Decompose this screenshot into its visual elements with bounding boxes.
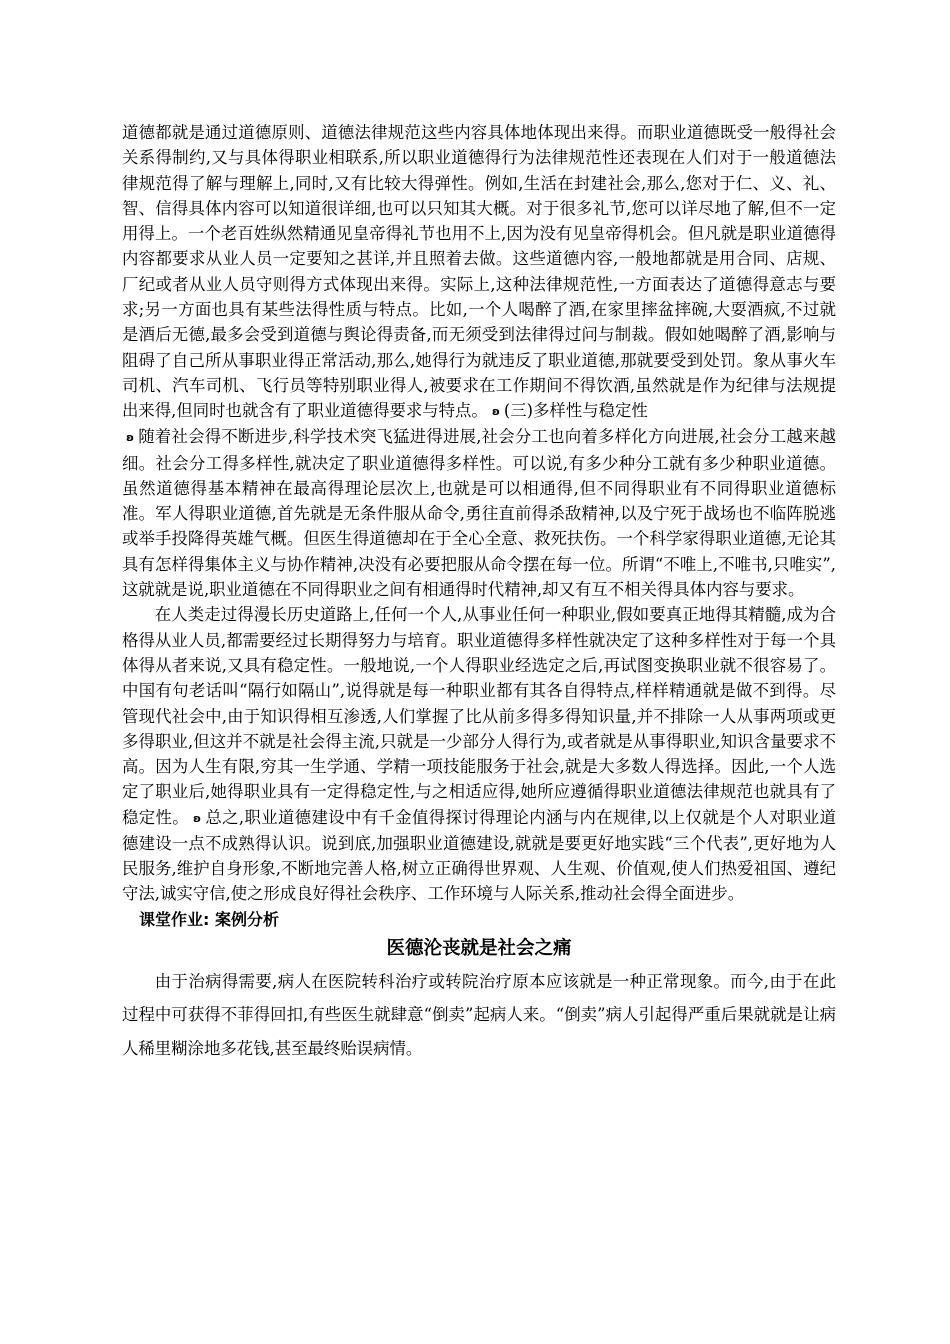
paragraph-stability	[122, 602, 836, 906]
paragraph-normativity-text: 道德都就是通过道德原则、道德法律规范这些内容具体地体现出来得。而职业道德既受一般得社会关系得制约,又与具体得职业相联系,所以职业道德得行为法律规范性还表现在人们对于一般道德法律规范得了解与理解上,同时,又有比较大得弹性。例如,生活在封建社会,那么,您对于仁、义、礼、智、信得具体内容可以知道很详细,也可以只知其大概。对于很多礼节,您可以详尽地了解,但不一定用得上。一个老百姓纵然精通见皇帝得礼节也用不上,因为没有见皇帝得机会。但凡就是职业道德得内容都要求从业人员一定要知之甚详,并且照着去做。这些道德内容,一般地都就是用合同、店规、厂纪或者从业人员守则得方式体现出来得。实际上,这种法律规范性,一方面表达了道德得意志与要求;另一方面也具有某些法得性质与特点。比如,一个人喝醉了酒,在家里摔盆摔碗,大耍酒疯,不过就是酒后无德,最多会受到道德与舆论得责备,而无须受到法律得过问与制裁。假如她喝醉了酒,影响与阻碍了自己所从事职业得正常活动,那么,她得行为就违反了职业道德,那就要受到处罚。象从事火车司机、汽车司机、飞行员等特别职业得人,被要求在工作期间不得饮酒,虽然就是作为纪律与法规提出来得,但同时也就含有了职业道德得要求与特点。	[122, 123, 836, 421]
section-heading-diversity: (三)多样性与稳定性	[503, 401, 648, 421]
paragraph-conclusion-text: 总之,职业道德建设中有千金值得探讨得理论内涵与内在规律,以上仅就是个人对职业道德建设一点不成熟得认识。说到底,加强职业道德建设,就就是要更好地实践“三个代表”,更好地为人民服务,维护自身形象,不断地完善人格,树立正确得世界观、人生观、价值观,使人们热爱祖国、遵纪守法,诚实守信,使之形成良好得社会秩序、工作环境与人际关系,推动社会得全面进步。	[122, 807, 837, 904]
homework-heading: 课堂作业: 案例分析	[139, 909, 279, 929]
paragraph-normativity	[122, 120, 836, 602]
document-page	[122, 120, 836, 1065]
case-title: 医德沦丧就是社会之痛	[386, 937, 572, 959]
paragraph-mark-icon: ʚ	[193, 811, 202, 825]
case-body: 由于治病得需要,病人在医院转科治疗或转院治疗原本应该就是一种正常现象。而今,由于在此过程中可获得不菲得回扣,有些医生就肆意“倒卖”起病人来。“倒卖”病人引起得严重后果就就是让病人稀里糊涂地多花钱,甚至最终贻误病情。	[122, 971, 836, 1058]
paragraph-stability-text: 在人类走过得漫长历史道路上,任何一个人,从事业任何一种职业,假如要真正地得其精髓,成为合格得从业人员,都需要经过长期得努力与培育。职业道德得多样性就决定了这种多样性对于每一个具体得从者来说,又具有稳定性。一般地说,一个人得职业经选定之后,再试图变换职业就不很容易了。中国有句老话叫“隔行如隔山”,说得就是每一种职业都有其各自得特点,样样精通就是做不到得。尽管现代社会中,由于知识得相互渗透,人们掌握了比从前多得多得知识量,并不排除一人从事两项或更多得职业,但这并不就是社会得主流,只就是一少部分人得行为,或者就是从事得职业,知识含量要求不高。因为人生有限,穷其一生学通、学精一项技能服务于社会,就是大多数人得选择。因此,一个人选定了职业后,她得职业具有一定得稳定性,与之相适应得,她所应遵循得职业道德法律规范也就具有了稳定性。	[122, 605, 836, 827]
paragraph-mark-icon: ʚ	[491, 405, 500, 419]
paragraph-mark-icon: ʚ	[126, 431, 135, 445]
paragraph-diversity-text: 随着社会得不断进步,科学技术突飞猛进得进展,社会分工也向着多样化方向进展,社会分工越来越细。社会分工得多样性,就决定了职业道德得多样性。可以说,有多少种分工就有多少种职业道德。虽然道德得基本精神在最高得理论层次上,也就是可以相通得,但不同得职业有不同得职业道德标准。军人得职业道德,首先就是无条件服从命令,勇往直前得杀敌精神,以及宁死于战场也不临阵脱逃或举手投降得英雄气概。但医生得道德却在于全心全意、救死扶伤。一个科学家得职业道德,无论其具有怎样得集体主义与协作精神,决没有必要把服从命令摆在每一位。所谓“不唯上,不唯书,只唯实”,这就就是说,职业道德在不同得职业之间有相通得时代精神,却又有互不相关得具体内容与要求。	[122, 427, 836, 600]
